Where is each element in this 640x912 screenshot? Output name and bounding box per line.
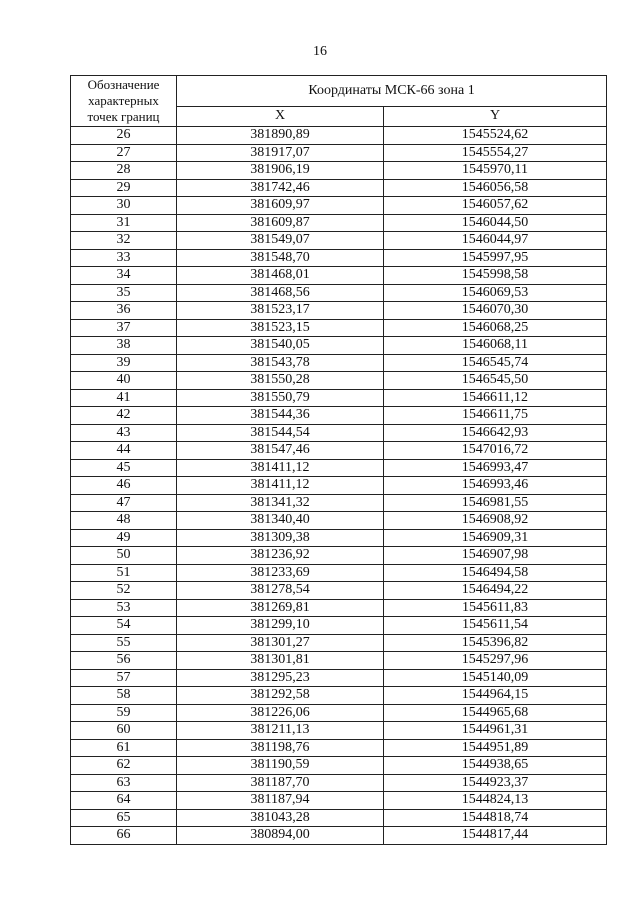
x-coordinate-cell: 381540,05 [177, 337, 384, 355]
point-number-cell: 44 [71, 442, 177, 460]
point-number-cell: 32 [71, 232, 177, 250]
x-coordinate-cell: 381411,12 [177, 459, 384, 477]
y-coordinate-cell: 1546908,92 [384, 512, 607, 530]
x-coordinate-cell: 381890,89 [177, 127, 384, 145]
y-coordinate-cell: 1546044,50 [384, 214, 607, 232]
point-number-cell: 41 [71, 389, 177, 407]
table-row [71, 267, 607, 285]
y-coordinate-cell: 1545396,82 [384, 634, 607, 652]
y-coordinate-cell: 1547016,72 [384, 442, 607, 460]
point-number-cell: 33 [71, 249, 177, 267]
table-row [71, 564, 607, 582]
x-coordinate-cell: 381411,12 [177, 477, 384, 495]
point-designation-header [71, 76, 177, 127]
point-number-cell: 48 [71, 512, 177, 530]
x-coordinate-cell: 381742,46 [177, 179, 384, 197]
y-coordinate-cell: 1546611,75 [384, 407, 607, 425]
x-coordinate-cell: 381301,27 [177, 634, 384, 652]
point-number-cell: 27 [71, 144, 177, 162]
table-row [71, 162, 607, 180]
table-body [71, 127, 607, 845]
y-coordinate-cell: 1544961,31 [384, 722, 607, 740]
point-number-cell: 47 [71, 494, 177, 512]
x-coordinate-cell: 381340,40 [177, 512, 384, 530]
y-coordinate-cell: 1545297,96 [384, 652, 607, 670]
table-row [71, 424, 607, 442]
y-coordinate-cell: 1546907,98 [384, 547, 607, 565]
point-number-cell: 36 [71, 302, 177, 320]
point-number-cell: 58 [71, 687, 177, 705]
y-coordinate-cell: 1546611,12 [384, 389, 607, 407]
table-row [71, 214, 607, 232]
table-row [71, 197, 607, 215]
x-coordinate-cell: 381292,58 [177, 687, 384, 705]
y-coordinate-cell: 1545611,83 [384, 599, 607, 617]
y-coordinate-cell: 1545611,54 [384, 617, 607, 635]
point-number-cell: 43 [71, 424, 177, 442]
table-row [71, 284, 607, 302]
y-coordinate-cell: 1545998,58 [384, 267, 607, 285]
point-number-cell: 38 [71, 337, 177, 355]
table-row [71, 459, 607, 477]
y-coordinate-cell: 1544824,13 [384, 792, 607, 810]
table-row [71, 354, 607, 372]
point-number-cell: 64 [71, 792, 177, 810]
x-coordinate-cell: 381609,87 [177, 214, 384, 232]
x-coordinate-cell: 381278,54 [177, 582, 384, 600]
x-coordinate-cell: 381341,32 [177, 494, 384, 512]
y-coordinate-cell: 1546545,50 [384, 372, 607, 390]
point-number-cell: 37 [71, 319, 177, 337]
x-coordinate-cell: 381523,15 [177, 319, 384, 337]
point-number-cell: 51 [71, 564, 177, 582]
point-number-cell: 57 [71, 669, 177, 687]
x-coordinate-cell: 381187,70 [177, 774, 384, 792]
point-number-cell: 53 [71, 599, 177, 617]
y-column-header: Y [384, 106, 607, 126]
table-row [71, 669, 607, 687]
y-coordinate-cell: 1546069,53 [384, 284, 607, 302]
point-number-cell: 42 [71, 407, 177, 425]
point-number-cell: 62 [71, 757, 177, 775]
x-coordinate-cell: 381523,17 [177, 302, 384, 320]
y-coordinate-cell: 1546642,93 [384, 424, 607, 442]
table-row [71, 582, 607, 600]
y-coordinate-cell: 1544817,44 [384, 827, 607, 845]
x-coordinate-cell: 381609,97 [177, 197, 384, 215]
page-number: 16 [313, 44, 327, 59]
x-column-header: X [177, 106, 384, 126]
y-coordinate-cell: 1546494,22 [384, 582, 607, 600]
table-row [71, 599, 607, 617]
x-coordinate-cell: 381236,92 [177, 547, 384, 565]
table-row [71, 442, 607, 460]
table-row [71, 249, 607, 267]
table-row [71, 792, 607, 810]
x-coordinate-cell: 381550,28 [177, 372, 384, 390]
y-coordinate-cell: 1546044,97 [384, 232, 607, 250]
table-row [71, 547, 607, 565]
point-number-cell: 40 [71, 372, 177, 390]
table-header [71, 76, 607, 127]
point-number-cell: 46 [71, 477, 177, 495]
y-coordinate-cell: 1544951,89 [384, 739, 607, 757]
x-coordinate-cell: 381468,01 [177, 267, 384, 285]
point-number-cell: 60 [71, 722, 177, 740]
point-number-cell: 63 [71, 774, 177, 792]
y-coordinate-cell: 1546070,30 [384, 302, 607, 320]
y-coordinate-cell: 1545997,95 [384, 249, 607, 267]
y-coordinate-cell: 1544964,15 [384, 687, 607, 705]
x-coordinate-cell: 381295,23 [177, 669, 384, 687]
table-row [71, 617, 607, 635]
coordinates-system-header: Координаты МСК-66 зона 1 [177, 76, 607, 107]
point-number-cell: 66 [71, 827, 177, 845]
point-number-cell: 52 [71, 582, 177, 600]
y-coordinate-cell: 1546981,55 [384, 494, 607, 512]
point-number-cell: 54 [71, 617, 177, 635]
point-header-line-1: Обозначение [87, 77, 160, 92]
table-row [71, 407, 607, 425]
x-coordinate-cell: 381187,94 [177, 792, 384, 810]
y-coordinate-cell: 1546057,62 [384, 197, 607, 215]
table-row [71, 319, 607, 337]
table-row [71, 634, 607, 652]
table-row [71, 774, 607, 792]
x-coordinate-cell: 381550,79 [177, 389, 384, 407]
x-coordinate-cell: 381233,69 [177, 564, 384, 582]
point-number-cell: 35 [71, 284, 177, 302]
table-row [71, 144, 607, 162]
table-row [71, 529, 607, 547]
x-coordinate-cell: 381309,38 [177, 529, 384, 547]
x-coordinate-cell: 381226,06 [177, 704, 384, 722]
table-row [71, 337, 607, 355]
y-coordinate-cell: 1544818,74 [384, 809, 607, 827]
x-coordinate-cell: 381190,59 [177, 757, 384, 775]
point-number-cell: 39 [71, 354, 177, 372]
y-coordinate-cell: 1545524,62 [384, 127, 607, 145]
table-row [71, 704, 607, 722]
y-coordinate-cell: 1545554,27 [384, 144, 607, 162]
table-row [71, 757, 607, 775]
point-number-cell: 31 [71, 214, 177, 232]
table-row [71, 722, 607, 740]
x-coordinate-cell: 381211,13 [177, 722, 384, 740]
x-coordinate-cell: 381548,70 [177, 249, 384, 267]
y-coordinate-cell: 1546068,25 [384, 319, 607, 337]
x-coordinate-cell: 381043,28 [177, 809, 384, 827]
y-coordinate-cell: 1546056,58 [384, 179, 607, 197]
table-row [71, 302, 607, 320]
table-row [71, 652, 607, 670]
table-row [71, 827, 607, 845]
point-number-cell: 61 [71, 739, 177, 757]
table-row [71, 512, 607, 530]
table-row [71, 232, 607, 250]
table-row [71, 809, 607, 827]
y-coordinate-cell: 1544965,68 [384, 704, 607, 722]
table-row [71, 494, 607, 512]
table-row [71, 687, 607, 705]
table-row [71, 179, 607, 197]
point-number-cell: 45 [71, 459, 177, 477]
x-coordinate-cell: 381917,07 [177, 144, 384, 162]
x-coordinate-cell: 381299,10 [177, 617, 384, 635]
point-number-cell: 29 [71, 179, 177, 197]
point-number-cell: 56 [71, 652, 177, 670]
x-coordinate-cell: 381198,76 [177, 739, 384, 757]
x-coordinate-cell: 381906,19 [177, 162, 384, 180]
y-coordinate-cell: 1546545,74 [384, 354, 607, 372]
x-coordinate-cell: 381547,46 [177, 442, 384, 460]
point-number-cell: 59 [71, 704, 177, 722]
x-coordinate-cell: 381269,81 [177, 599, 384, 617]
y-coordinate-cell: 1546993,46 [384, 477, 607, 495]
table-row [71, 127, 607, 145]
coordinates-table [70, 75, 607, 845]
point-header-line-2: характерных [88, 93, 159, 108]
table-row [71, 477, 607, 495]
y-coordinate-cell: 1546993,47 [384, 459, 607, 477]
y-coordinate-cell: 1546068,11 [384, 337, 607, 355]
point-header-line-3: точек границ [87, 109, 160, 124]
point-number-cell: 65 [71, 809, 177, 827]
x-coordinate-cell: 380894,00 [177, 827, 384, 845]
y-coordinate-cell: 1544923,37 [384, 774, 607, 792]
y-coordinate-cell: 1546909,31 [384, 529, 607, 547]
x-coordinate-cell: 381544,54 [177, 424, 384, 442]
point-number-cell: 34 [71, 267, 177, 285]
x-coordinate-cell: 381544,36 [177, 407, 384, 425]
point-number-cell: 30 [71, 197, 177, 215]
table-row [71, 372, 607, 390]
y-coordinate-cell: 1545970,11 [384, 162, 607, 180]
point-number-cell: 50 [71, 547, 177, 565]
table-row [71, 389, 607, 407]
x-coordinate-cell: 381301,81 [177, 652, 384, 670]
table-row [71, 739, 607, 757]
point-number-cell: 49 [71, 529, 177, 547]
x-coordinate-cell: 381468,56 [177, 284, 384, 302]
y-coordinate-cell: 1545140,09 [384, 669, 607, 687]
x-coordinate-cell: 381543,78 [177, 354, 384, 372]
point-number-cell: 28 [71, 162, 177, 180]
point-number-cell: 55 [71, 634, 177, 652]
y-coordinate-cell: 1546494,58 [384, 564, 607, 582]
point-number-cell: 26 [71, 127, 177, 145]
x-coordinate-cell: 381549,07 [177, 232, 384, 250]
y-coordinate-cell: 1544938,65 [384, 757, 607, 775]
